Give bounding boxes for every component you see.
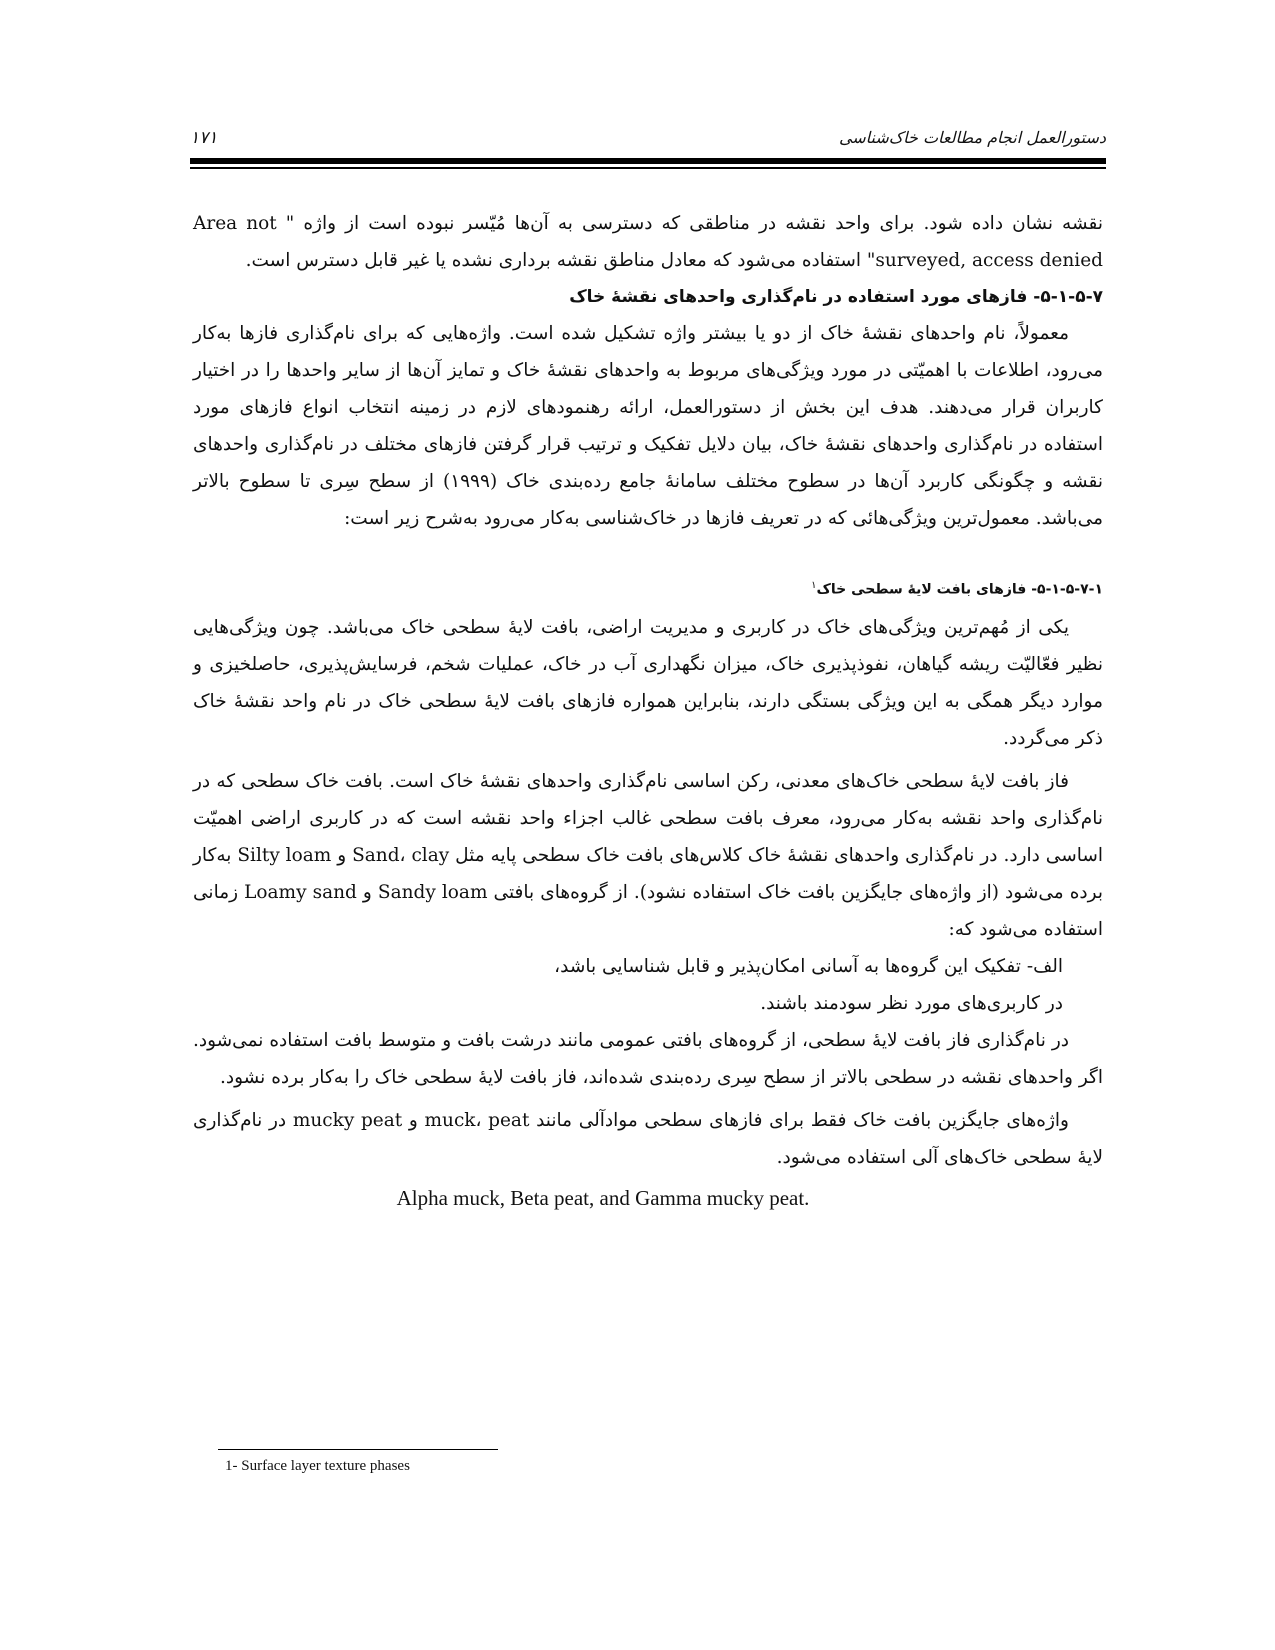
page-header: [190, 120, 1106, 160]
paragraph-4: فاز بافت لایهٔ سطحی خاک‌های معدنی، رکن اساسی نام‌گذاری واحدهای نقشهٔ خاک است. بافت خاک سطحی که در نام‌گذاری واحد نقشه به‌کار می‌رود، معرف بافت سطحی غالب اجزاء واحد نقشه است که در کاربری اراضی اهمیّت اساسی دارد. در نام‌گذاری واحدهای نقشهٔ خاک کلاس‌های بافت خاک سطحی پایه مثل Sand، clay و Silty loam به‌کار برده می‌شود (از واژه‌های جایگزین بافت خاک استفاده نشود). از گروه‌های بافتی Sandy loam و Loamy sand زمانی استفاده می‌شود که:: [193, 770, 1104, 940]
header-rule-thick: [190, 158, 1106, 164]
footnote: 1- Surface layer texture phases: [225, 1458, 410, 1474]
paragraph-5: در نام‌گذاری فاز بافت لایهٔ سطحی، از گروه‌های بافتی عمومی مانند درشت بافت و متوسط بافت استفاده نمی‌شود. اگر واحدهای نقشه در سطحی بالاتر از سطح سِری رده‌بندی شده‌اند، فاز بافت لایهٔ سطحی خاک را به‌کار برده نشود.: [193, 1029, 1103, 1088]
subsection-heading-text: ۵-۱-۵-۷-۱- فازهای بافت لایهٔ سطحی خاک: [816, 581, 1103, 598]
paragraph-6: واژه‌های جایگزین بافت خاک فقط برای فازهای سطحی موادآلی مانند muck، peat و mucky peat در نام‌گذاری لایهٔ سطحی خاک‌های آلی استفاده می‌شود.: [193, 1109, 1103, 1168]
header-rule-thin: [190, 167, 1106, 169]
page-body: [193, 205, 1103, 1218]
footnote-rule: [218, 1449, 498, 1450]
example-line: Alpha muck, Beta peat, and Gamma mucky peat.: [396, 1185, 810, 1210]
paragraph-1: نقشه نشان داده شود. برای واحد نقشه در مناطقی که دسترسی به آن‌ها مُیّسر نبوده است از واژه " Area not surveyed, access denied" استفاده می‌شود که معادل مناطق نقشه برداری نشده یا غیر قابل دسترس است.: [193, 213, 1103, 271]
page-number: ۱۷۱: [190, 128, 218, 148]
paragraph-3: یکی از مُهم‌ترین ویژگی‌های خاک در کاربری و مدیریت اراضی، بافت لایهٔ سطحی خاک می‌باشد. چون ویژگی‌هایی نظیر فعّالیّت ریشه گیاهان، نفوذپذیری خاک، میزان نگهداری آب در خاک، عملیات شخم، فرسایش‌پذیری، حاصلخیزی و موارد دیگر همگی به این ویژگی بستگی دارند، بنابراین همواره فازهای بافت لایهٔ سطحی خاک در نام واحد نقشهٔ خاک ذکر می‌گردد.: [193, 616, 1103, 749]
subsection-heading: [193, 569, 1103, 607]
list-item-1: الف- تفکیک این گروه‌ها به آسانی امکان‌پذیر و قابل شناسایی باشد،: [554, 955, 1063, 977]
footnote-marker: ۱: [811, 580, 817, 591]
paragraph-2: معمولاً، نام واحدهای نقشهٔ خاک از دو یا بیشتر واژه تشکیل شده است. واژه‌هایی که برای نام‌گذاری فازها به‌کار می‌رود، اطلاعات با اهمیّتی در مورد ویژگی‌های مربوط به واحدهای نقشهٔ خاک و تمایز آن‌ها از سایر واحدها را در اختیار کاربران قرار می‌دهند. هدف این بخش از دستورالعمل، ارائه رهنمودهای لازم در زمینه انتخاب انواع فازهای مورد استفاده در نام‌گذاری واحدهای نقشهٔ خاک، بیان دلایل تفکیک و ترتیب قرار گرفتن فازهای مختلف در نام‌گذاری واحدهای نقشه و چگونگی کاربرد آن‌ها در سطوح مختلف سامانهٔ جامع رده‌بندی خاک (۱۹۹۹) از سطح سِری تا سطوح بالاتر می‌باشد. معمول‌ترین ویژگی‌هائی که در تعریف فازها در خاک‌شناسی به‌کار می‌رود به‌شرح زیر است:: [193, 323, 1103, 529]
section-heading: ۵-۱-۵-۷- فازهای مورد استفاده در نام‌گذاری واحدهای نقشهٔ خاک: [569, 287, 1103, 307]
list-item-2: در کاربری‌های مورد نظر سودمند باشند.: [760, 992, 1063, 1014]
running-title: دستورالعمل انجام مطالعات خاک‌شناسی: [838, 128, 1106, 147]
